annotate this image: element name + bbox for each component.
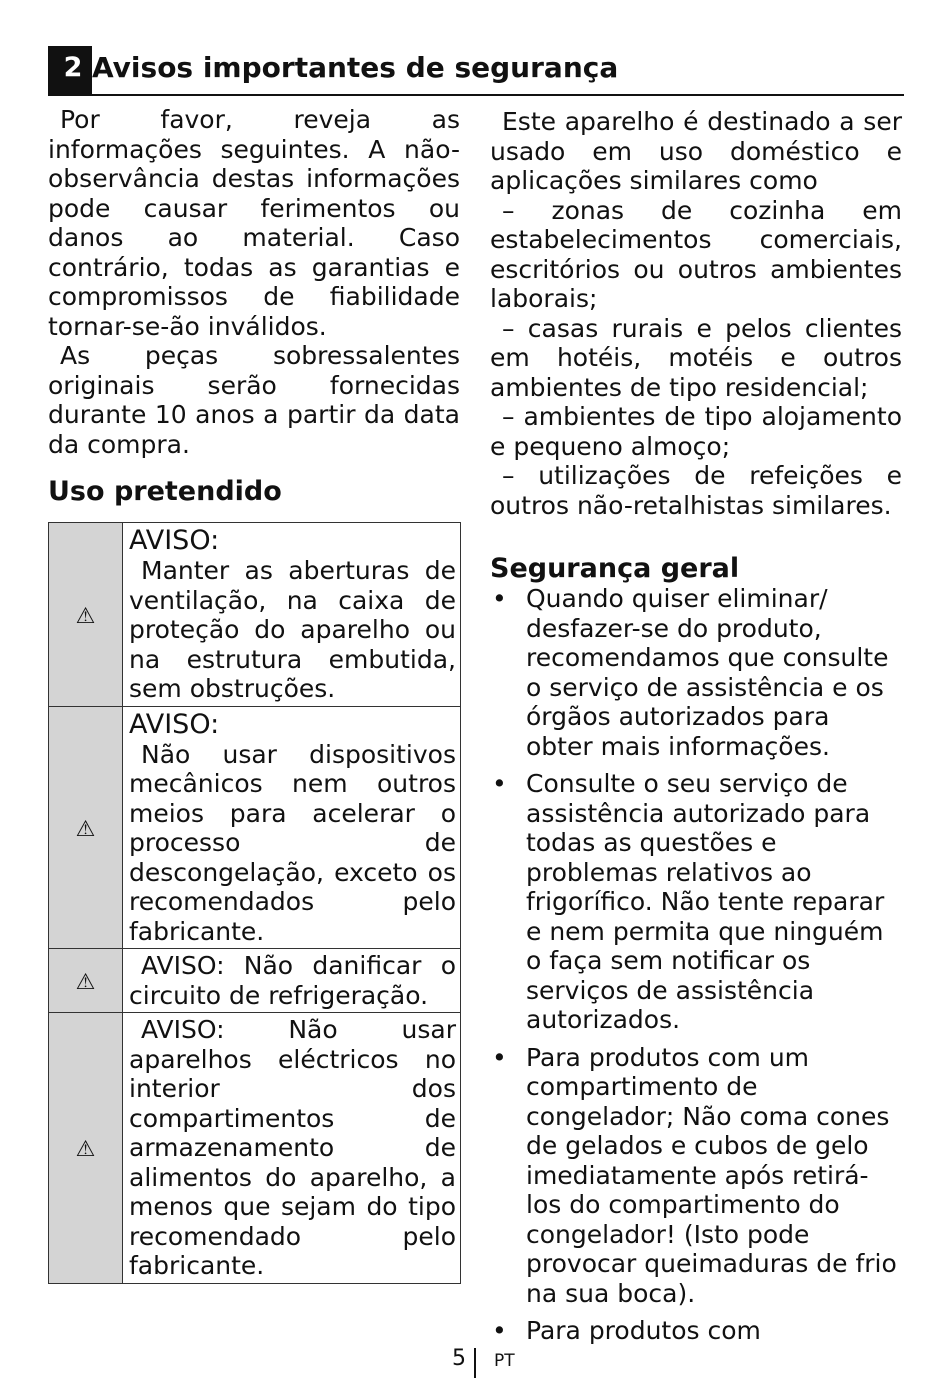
left-column (48, 105, 460, 509)
warning-row (49, 949, 461, 1013)
warning-title: AVISO: (129, 708, 220, 740)
intended-use-item: – zonas de cozinha em estabelecimentos comerciais, escritórios ou outros ambientes laborais; (490, 195, 902, 313)
warning-title: AVISO: (129, 525, 220, 556)
safety-bullet-list (490, 584, 902, 1346)
language-code: PT (494, 1351, 515, 1371)
warning-text: Não usar dispositivos mecânicos nem outros meios para acelerar o processo de descongelação, exceto os recomendados pelo fabricante. (129, 739, 456, 946)
warning-text: AVISO: Não usar aparelhos eléctricos no interior dos compartimentos de armazenamento de alimentos do aparelho, a menos que sejam do tipo recomendado pelo fabricante. (129, 1015, 456, 1280)
warning-triangle-icon: ⚠ (75, 969, 96, 995)
chapter-title: Avisos importantes de segurança (92, 51, 619, 84)
warning-text: Manter as aberturas de ventilação, na caixa de proteção do aparelho ou na estrutura embutida, sem obstruções. (129, 556, 456, 703)
warning-row (49, 706, 461, 949)
chapter-header (48, 46, 904, 96)
warning-lead: AVISO: (141, 1015, 225, 1044)
warnings-table (48, 522, 461, 1284)
warning-triangle-icon: ⚠ (75, 603, 96, 629)
warning-triangle-icon: ⚠ (75, 1137, 96, 1162)
warning-lead: AVISO: (141, 951, 225, 980)
intro-paragraph: Por favor, reveja as informações seguintes. A não-observância destas informações pode causar ferimentos ou danos ao material. Caso contrário, todas as garantias e compromissos de fiabilidade tornar-se-ão inválidos. (48, 105, 460, 341)
warning-row (49, 1013, 461, 1284)
warning-triangle-icon: ⚠ (75, 816, 96, 842)
footer-divider (474, 1348, 476, 1378)
intended-use-item: – ambientes de tipo alojamento e pequeno almoço; (490, 402, 902, 461)
list-item: • Quando quiser eliminar/ desfazer-se do produto, recomendamos que consulte o serviço de assistência e os órgãos autorizados para obter mais informações. (490, 584, 902, 761)
intended-use-item: – utilizações de refeições e outros não-retalhistas similares. (490, 461, 902, 520)
section-heading-uso-pretendido: Uso pretendido (48, 476, 282, 507)
list-item: • Para produtos com (490, 1316, 902, 1346)
spare-parts-paragraph: As peças sobressalentes originais serão fornecidas durante 10 anos a partir da data da compra. (48, 341, 460, 459)
right-column (490, 107, 902, 1354)
intended-use-item: – casas rurais e pelos clientes em hotéis, motéis e outros ambientes de tipo residencial; (490, 313, 902, 402)
section-heading-seguranca-geral: Segurança geral (490, 553, 740, 584)
list-item: • Para produtos com um compartimento de congelador; Não coma cones de gelados e cubos de gelo imediatamente após retirá-los do compartimento do congelador! (Isto pode provocar queimaduras de frio na sua boca). (490, 1043, 902, 1309)
intended-use-paragraph: Este aparelho é destinado a ser usado em uso doméstico e aplicações similares como (490, 107, 902, 195)
warning-row (49, 523, 461, 707)
chapter-number: 2 (48, 46, 92, 94)
page-footer (0, 1344, 950, 1380)
warning-text: AVISO: Não danificar o circuito de refrigeração. (129, 951, 456, 1010)
list-item: • Consulte o seu serviço de assistência autorizado para todas as questões e problemas relativos ao frigorífico. Não tente reparar e nem permita que ninguém o faça sem notificar os serviços de assistência autorizados. (490, 769, 902, 1035)
page-number: 5 (452, 1346, 466, 1371)
